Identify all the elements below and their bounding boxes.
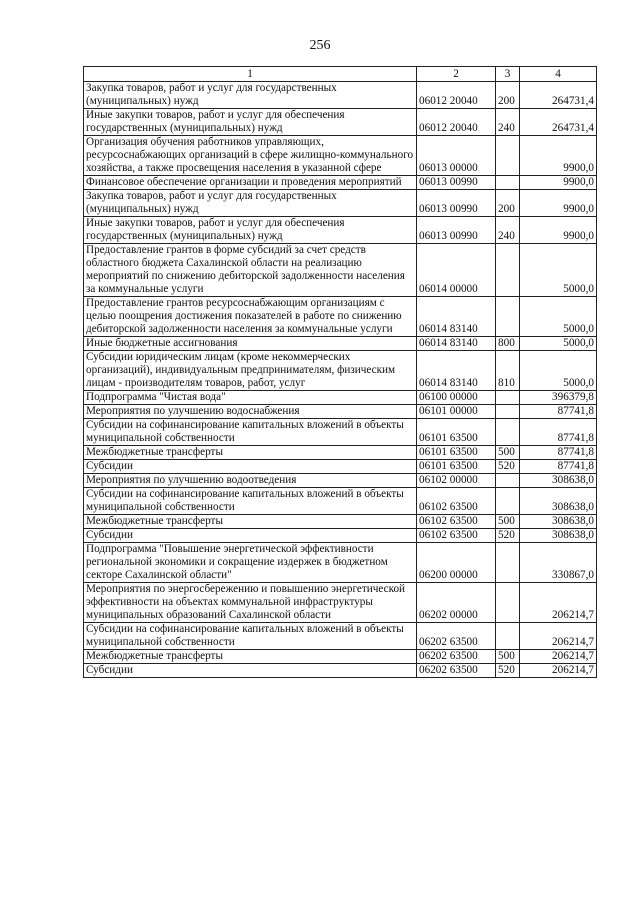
row-code-cell: 06101 00000: [417, 405, 496, 419]
row-name-cell: Подпрограмма "Повышение энергетической эффективности региональной экономики и сокращение издержек в бюджетном секторе Сахалинской области": [84, 543, 417, 583]
row-expense-type-cell: [496, 419, 520, 446]
budget-table: [83, 66, 597, 678]
row-name-cell: Субсидии: [84, 529, 417, 543]
table-row: [84, 391, 597, 405]
row-code-cell: 06102 63500: [417, 488, 496, 515]
row-expense-type-cell: 520: [496, 529, 520, 543]
row-name-cell: Иные закупки товаров, работ и услуг для обеспечения государственных (муниципальных) нужд: [84, 217, 417, 244]
row-amount-cell: 308638,0: [520, 474, 597, 488]
table-row: [84, 190, 597, 217]
table-row: [84, 664, 597, 678]
row-name-cell: Мероприятия по улучшению водоснабжения: [84, 405, 417, 419]
table-row: [84, 297, 597, 337]
row-code-cell: 06012 20040: [417, 82, 496, 109]
row-name-cell: Финансовое обеспечение организации и проведения мероприятий: [84, 176, 417, 190]
table-row: [84, 650, 597, 664]
table-row: [84, 82, 597, 109]
row-expense-type-cell: [496, 405, 520, 419]
row-expense-type-cell: 520: [496, 664, 520, 678]
row-code-cell: 06202 00000: [417, 583, 496, 623]
row-expense-type-cell: 200: [496, 82, 520, 109]
table-row: [84, 405, 597, 419]
row-code-cell: 06012 20040: [417, 109, 496, 136]
table-row: [84, 543, 597, 583]
row-name-cell: Иные закупки товаров, работ и услуг для обеспечения государственных (муниципальных) нужд: [84, 109, 417, 136]
row-amount-cell: 5000,0: [520, 337, 597, 351]
row-amount-cell: 206214,7: [520, 664, 597, 678]
row-code-cell: 06202 63500: [417, 664, 496, 678]
row-name-cell: Организация обучения работников управляющих, ресурсоснабжающих организаций в сфере жилищно-коммунального хозяйства, а также просвещения населения в указанной сфере: [84, 136, 417, 176]
row-expense-type-cell: 200: [496, 190, 520, 217]
row-expense-type-cell: [496, 391, 520, 405]
row-expense-type-cell: [496, 474, 520, 488]
table-header-row: [84, 67, 597, 82]
row-name-cell: Закупка товаров, работ и услуг для государственных (муниципальных) нужд: [84, 82, 417, 109]
row-amount-cell: 87741,8: [520, 419, 597, 446]
row-amount-cell: 9900,0: [520, 217, 597, 244]
row-code-cell: 06014 83140: [417, 351, 496, 391]
row-code-cell: 06014 00000: [417, 244, 496, 297]
row-code-cell: 06200 00000: [417, 543, 496, 583]
row-code-cell: 06101 63500: [417, 419, 496, 446]
table-row: [84, 109, 597, 136]
row-expense-type-cell: [496, 543, 520, 583]
column-header-name: 1: [84, 67, 417, 82]
row-name-cell: Межбюджетные трансферты: [84, 446, 417, 460]
row-name-cell: Субсидии: [84, 460, 417, 474]
table-row: [84, 529, 597, 543]
table-row: [84, 419, 597, 446]
row-expense-type-cell: 500: [496, 446, 520, 460]
row-code-cell: 06013 00990: [417, 217, 496, 244]
row-name-cell: Межбюджетные трансферты: [84, 515, 417, 529]
table-row: [84, 460, 597, 474]
table-row: [84, 337, 597, 351]
row-code-cell: 06013 00000: [417, 136, 496, 176]
row-amount-cell: 308638,0: [520, 488, 597, 515]
row-expense-type-cell: [496, 136, 520, 176]
row-name-cell: Субсидии: [84, 664, 417, 678]
row-code-cell: 06101 63500: [417, 460, 496, 474]
row-name-cell: Субсидии юридическим лицам (кроме некоммерческих организаций), индивидуальным предпринимателям, физическим лицам - производителям товаров, работ, услуг: [84, 351, 417, 391]
row-amount-cell: 87741,8: [520, 405, 597, 419]
row-name-cell: Мероприятия по улучшению водоотведения: [84, 474, 417, 488]
column-header-amount: 4: [520, 67, 597, 82]
row-amount-cell: 330867,0: [520, 543, 597, 583]
row-code-cell: 06102 00000: [417, 474, 496, 488]
row-amount-cell: 87741,8: [520, 460, 597, 474]
row-name-cell: Межбюджетные трансферты: [84, 650, 417, 664]
row-amount-cell: 5000,0: [520, 297, 597, 337]
row-amount-cell: 206214,7: [520, 650, 597, 664]
column-header-expense-type: 3: [496, 67, 520, 82]
row-expense-type-cell: [496, 244, 520, 297]
table-row: [84, 217, 597, 244]
row-expense-type-cell: [496, 176, 520, 190]
column-header-code: 2: [417, 67, 496, 82]
row-amount-cell: 87741,8: [520, 446, 597, 460]
row-name-cell: Предоставление грантов в форме субсидий за счет средств областного бюджета Сахалинской области на реализацию мероприятий по снижению дебиторской задолженности населения за коммунальные услуги: [84, 244, 417, 297]
row-amount-cell: 396379,8: [520, 391, 597, 405]
row-expense-type-cell: 520: [496, 460, 520, 474]
table-row: [84, 176, 597, 190]
row-name-cell: Субсидии на софинансирование капитальных вложений в объекты муниципальной собственности: [84, 623, 417, 650]
row-code-cell: 06013 00990: [417, 176, 496, 190]
row-expense-type-cell: [496, 297, 520, 337]
row-code-cell: 06100 00000: [417, 391, 496, 405]
row-code-cell: 06102 63500: [417, 529, 496, 543]
row-expense-type-cell: [496, 623, 520, 650]
row-amount-cell: 206214,7: [520, 623, 597, 650]
table-row: [84, 623, 597, 650]
row-expense-type-cell: [496, 583, 520, 623]
row-expense-type-cell: 500: [496, 515, 520, 529]
row-expense-type-cell: 240: [496, 217, 520, 244]
row-amount-cell: 5000,0: [520, 351, 597, 391]
row-amount-cell: 5000,0: [520, 244, 597, 297]
table-row: [84, 515, 597, 529]
row-code-cell: 06013 00990: [417, 190, 496, 217]
table-row: [84, 351, 597, 391]
row-code-cell: 06102 63500: [417, 515, 496, 529]
row-amount-cell: 264731,4: [520, 82, 597, 109]
row-expense-type-cell: 800: [496, 337, 520, 351]
row-name-cell: Мероприятия по энергосбережению и повышению энергетической эффективности на объектах коммунальной инфраструктуры муниципальных образований Сахалинской области: [84, 583, 417, 623]
row-amount-cell: 9900,0: [520, 176, 597, 190]
row-code-cell: 06101 63500: [417, 446, 496, 460]
table-row: [84, 474, 597, 488]
row-name-cell: Субсидии на софинансирование капитальных вложений в объекты муниципальной собственности: [84, 419, 417, 446]
row-code-cell: 06014 83140: [417, 337, 496, 351]
table-row: [84, 446, 597, 460]
row-name-cell: Иные бюджетные ассигнования: [84, 337, 417, 351]
row-amount-cell: 206214,7: [520, 583, 597, 623]
row-name-cell: Субсидии на софинансирование капитальных вложений в объекты муниципальной собственности: [84, 488, 417, 515]
table-row: [84, 244, 597, 297]
row-expense-type-cell: 240: [496, 109, 520, 136]
row-amount-cell: 9900,0: [520, 136, 597, 176]
table-row: [84, 136, 597, 176]
row-amount-cell: 308638,0: [520, 515, 597, 529]
row-expense-type-cell: [496, 488, 520, 515]
row-code-cell: 06202 63500: [417, 650, 496, 664]
row-amount-cell: 9900,0: [520, 190, 597, 217]
row-name-cell: Подпрограмма "Чистая вода": [84, 391, 417, 405]
row-code-cell: 06202 63500: [417, 623, 496, 650]
page-number: 256: [309, 38, 331, 53]
table-row: [84, 488, 597, 515]
table-body: [84, 82, 597, 678]
row-name-cell: Закупка товаров, работ и услуг для государственных (муниципальных) нужд: [84, 190, 417, 217]
row-name-cell: Предоставление грантов ресурсоснабжающим организациям с целью поощрения достижения показателей в работе по снижению дебиторской задолженности населения за коммунальные услуги: [84, 297, 417, 337]
row-code-cell: 06014 83140: [417, 297, 496, 337]
row-expense-type-cell: 810: [496, 351, 520, 391]
row-amount-cell: 308638,0: [520, 529, 597, 543]
row-amount-cell: 264731,4: [520, 109, 597, 136]
row-expense-type-cell: 500: [496, 650, 520, 664]
table-row: [84, 583, 597, 623]
